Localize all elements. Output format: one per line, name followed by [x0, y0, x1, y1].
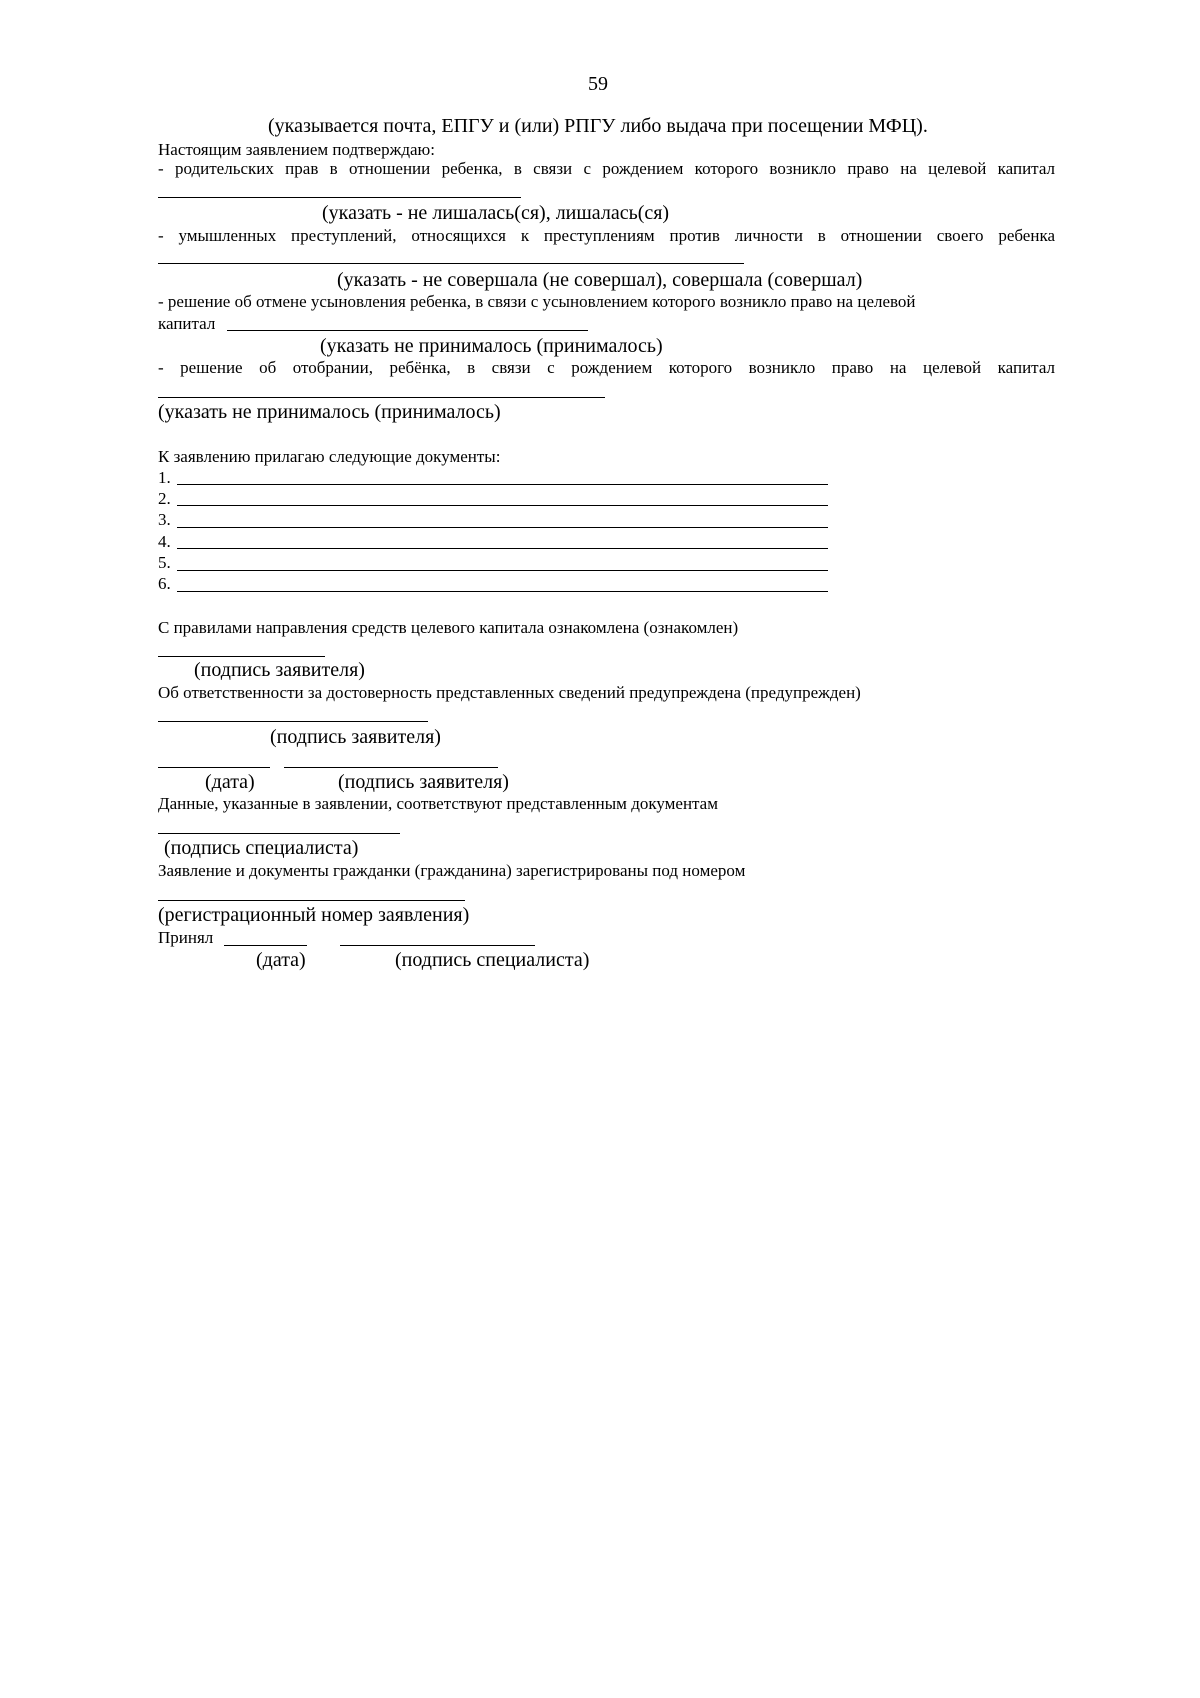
- item2-answer-line[interactable]: [158, 263, 744, 264]
- applicant-signature-label-2: (подпись заявителя): [270, 726, 441, 748]
- item3-answer-line[interactable]: [227, 330, 588, 331]
- date-line[interactable]: [158, 767, 270, 768]
- registration-statement: Заявление и документы гражданки (гражданина) зарегистрированы под номером: [158, 861, 746, 880]
- applicant-signature-line-3[interactable]: [284, 767, 498, 768]
- item4-hint: (указать не принималось (принималось): [158, 401, 501, 423]
- attachment-line[interactable]: [177, 484, 828, 485]
- applicant-signature-label-1: (подпись заявителя): [194, 659, 365, 681]
- item2-text: - умышленных преступлений, относящихся к преступлениям против личности в отношении своего ребенка: [158, 226, 1055, 245]
- attachment-number: 1.: [158, 468, 171, 487]
- accepted-label: Принял: [158, 928, 214, 947]
- applicant-signature-line-2[interactable]: [158, 721, 428, 722]
- accepted-date-label: (дата): [256, 949, 306, 971]
- registration-number-label: (регистрационный номер заявления): [158, 904, 470, 926]
- attachment-line[interactable]: [177, 505, 828, 506]
- delivery-note: (указывается почта, ЕПГУ и (или) РПГУ либо выдача при посещении МФЦ).: [268, 115, 928, 137]
- applicant-signature-label-3: (подпись заявителя): [338, 771, 509, 793]
- item3-text: - решение об отмене усыновления ребенка, в связи с усыновлением которого возникло право на целевой: [158, 292, 916, 311]
- item1-answer-line[interactable]: [158, 197, 521, 198]
- accepted-date-line[interactable]: [224, 945, 307, 946]
- attachments-intro: К заявлению прилагаю следующие документы:: [158, 447, 501, 466]
- item2-hint: (указать - не совершала (не совершал), совершала (совершал): [337, 269, 863, 291]
- specialist-signature-line-1[interactable]: [158, 833, 400, 834]
- item3-text-cont: капитал: [158, 314, 216, 333]
- specialist-signature-label-2: (подпись специалиста): [395, 949, 590, 971]
- date-label: (дата): [205, 771, 255, 793]
- attachment-line[interactable]: [177, 570, 828, 571]
- attachment-number: 6.: [158, 574, 171, 593]
- liability-ack: Об ответственности за достоверность представленных сведений предупреждена (предупрежден): [158, 683, 861, 702]
- attachment-line[interactable]: [177, 591, 828, 592]
- item4-text: - решение об отобрании, ребёнка, в связи с рождением которого возникло право на целевой капитал: [158, 358, 1055, 377]
- attachment-number: 4.: [158, 532, 171, 551]
- attachment-line[interactable]: [177, 527, 828, 528]
- page-number: 59: [588, 73, 608, 95]
- item3-hint: (указать не принималось (принималось): [320, 335, 663, 357]
- rules-ack: С правилами направления средств целевого капитала ознакомлена (ознакомлен): [158, 618, 739, 637]
- attachment-number: 3.: [158, 510, 171, 529]
- specialist-signature-line-2[interactable]: [340, 945, 535, 946]
- attachment-number: 5.: [158, 553, 171, 572]
- attachment-number: 2.: [158, 489, 171, 508]
- confirm-intro: Настоящим заявлением подтверждаю:: [158, 140, 435, 159]
- item1-hint: (указать - не лишалась(ся), лишалась(ся): [322, 202, 670, 224]
- registration-number-line[interactable]: [158, 900, 465, 901]
- item4-answer-line[interactable]: [158, 397, 605, 398]
- specialist-signature-label-1: (подпись специалиста): [164, 837, 359, 859]
- item1-text: - родительских прав в отношении ребенка, в связи с рождением которого возникло право на целевой капитал: [158, 159, 1055, 178]
- applicant-signature-line-1[interactable]: [158, 656, 325, 657]
- data-match-statement: Данные, указанные в заявлении, соответствуют представленным документам: [158, 794, 718, 813]
- attachment-line[interactable]: [177, 548, 828, 549]
